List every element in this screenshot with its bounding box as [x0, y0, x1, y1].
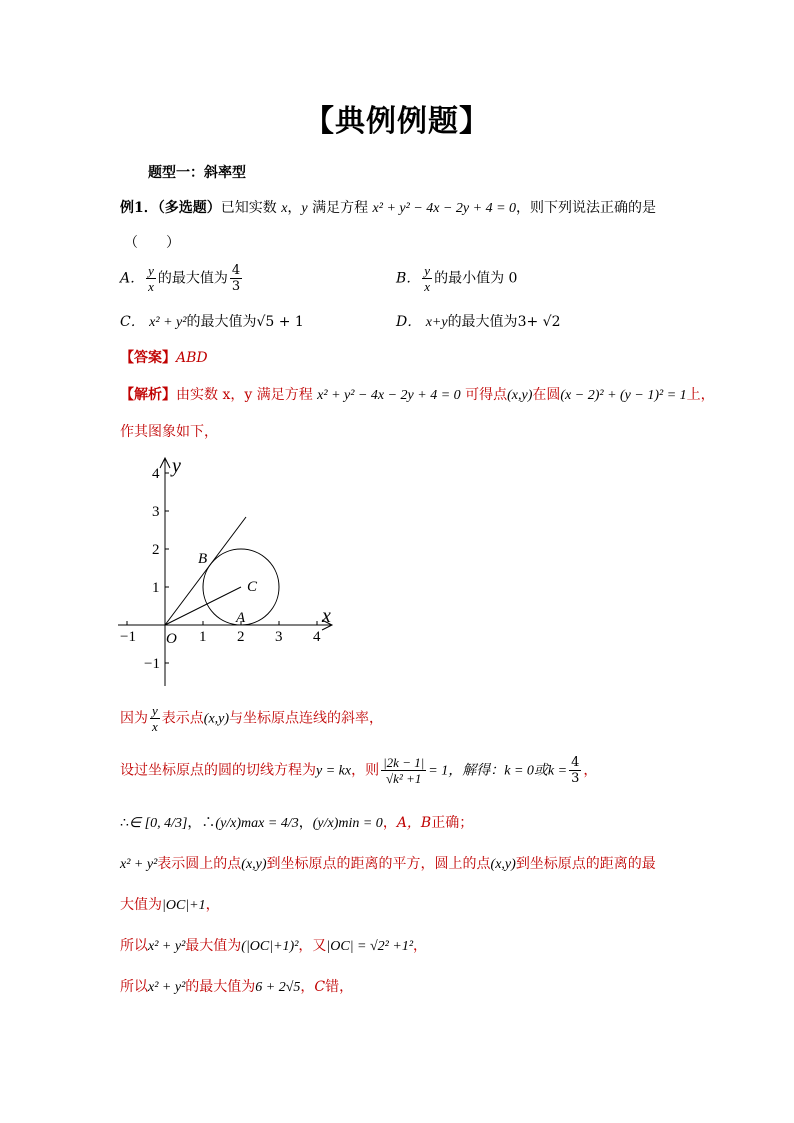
- y-tick-label: 1: [152, 580, 160, 596]
- analysis-line-2: 作其图象如下，: [120, 424, 218, 440]
- sum-squares-expr: x² + y²: [148, 939, 186, 954]
- answer-line: [120, 347, 208, 367]
- option-d-value: 3+ √2: [517, 314, 561, 330]
- circle-equation: (x − 2)² + (y − 1)² = 1: [560, 388, 687, 403]
- point-c-label: C: [247, 579, 258, 595]
- max-value: (y/x)max = 4/3: [215, 816, 299, 831]
- axis-x-label: x: [322, 605, 331, 627]
- body-text: 设过坐标原点的圆的切线方程为: [120, 762, 316, 779]
- frac-num: y: [152, 703, 158, 718]
- frac-num: 4: [571, 755, 580, 770]
- body-line-6: [120, 935, 427, 955]
- origin-label: O: [166, 631, 177, 647]
- sum-squares-expr: x² + y²: [120, 857, 158, 872]
- body-text: 错，: [325, 979, 354, 995]
- example-label: 例1．: [120, 200, 158, 216]
- sum-squares-expr: x² + y²: [148, 980, 186, 995]
- option-a: [120, 264, 244, 293]
- axis-y-label: y: [172, 455, 181, 477]
- x-tick-label: 3: [275, 629, 283, 645]
- point-expr: (x,y): [490, 857, 516, 872]
- body-text: 到坐标原点的距离的平方，圆上的点: [266, 856, 491, 872]
- option-b-num: y: [424, 263, 431, 278]
- analysis-text-d: 上，: [686, 387, 715, 403]
- distance-equation: = 1，解得：: [428, 763, 505, 779]
- analysis-label: 【解析】: [120, 387, 176, 403]
- stem-equation: x² + y² − 4x − 2y + 4 = 0: [372, 201, 517, 216]
- example-tag: （多选题）: [157, 200, 221, 216]
- therefore-symbol: ∴: [120, 815, 129, 831]
- option-b-text: 的最小值为 0: [434, 270, 518, 287]
- body-text: 表示点: [161, 710, 204, 727]
- analysis-text-c: 在圆: [532, 387, 561, 403]
- option-c: [120, 311, 304, 331]
- option-c-ref: C: [314, 979, 326, 995]
- point-expr: (x,y): [203, 711, 230, 727]
- point-b-label: B: [198, 551, 208, 567]
- max-square-expr: (|OC|+1)²: [241, 939, 299, 954]
- body-line-4: [120, 853, 656, 873]
- max-result: 6 + 2√5: [255, 980, 301, 995]
- option-a-num: y: [148, 263, 154, 278]
- body-line-3: ∴∈ [0, 4/3]，∴(y/x)max = 4/3，(y/x)min = 0，A，B正确；: [120, 815, 474, 831]
- body-line-5: [120, 894, 220, 914]
- body-text: 正确；: [431, 815, 474, 831]
- body-line-2: [120, 756, 597, 785]
- y-tick-label: 2: [152, 542, 160, 558]
- body-text: 表示圆上的点: [157, 856, 242, 872]
- option-a-text: 的最大值为: [157, 270, 228, 287]
- option-c-expr: x² + y²: [149, 315, 187, 330]
- max-distance-expr: |OC|+1: [162, 898, 206, 913]
- frac-den: 3: [571, 771, 580, 786]
- frac-num: |2k − 1|: [383, 755, 425, 770]
- var-y: y: [301, 201, 308, 216]
- page-heading: 【典例例题】: [304, 104, 490, 139]
- y-tick-label: 3: [152, 504, 160, 520]
- solution-expr: k = 0或k =: [504, 763, 568, 779]
- body-text: ，: [300, 979, 315, 995]
- option-b-letter: B．: [396, 270, 421, 287]
- option-d-letter: D．: [396, 314, 422, 330]
- oc-length-expr: |OC| = √2² +1²: [326, 939, 414, 954]
- body-line-7: [120, 976, 353, 996]
- frac-den: x: [152, 719, 158, 734]
- body-text: 最大值为: [185, 938, 242, 954]
- option-c-value: √5 + 1: [256, 314, 304, 330]
- frac-den: √k² +1: [386, 771, 422, 786]
- body-text: ，: [413, 938, 428, 954]
- example-stem: [120, 197, 656, 217]
- point-expr: (x,y): [241, 857, 267, 872]
- point-a-label: A: [236, 610, 246, 626]
- question-type-label: 题型一：斜率型: [148, 165, 246, 181]
- option-b-den: x: [424, 279, 431, 294]
- option-a-value-num: 4: [231, 263, 241, 278]
- options-ab: A，B: [396, 815, 432, 831]
- min-value: (y/x)min = 0: [312, 816, 383, 831]
- stem-text-a: 已知实数: [220, 200, 277, 216]
- option-c-letter: C．: [120, 314, 145, 330]
- therefore-symbol: ，∴: [187, 815, 216, 831]
- tangent-line: [165, 517, 246, 625]
- body-text: ，: [583, 762, 598, 779]
- body-line-1: [120, 704, 383, 733]
- x-tick-label: −1: [120, 629, 136, 645]
- body-text: 到坐标原点的距离的最: [515, 856, 656, 872]
- option-b: [396, 264, 517, 293]
- stem-comma: ，: [287, 200, 302, 216]
- stem-text-b: 满足方程: [312, 200, 369, 216]
- x-tick-label: 2: [237, 629, 245, 645]
- circle-graph: [110, 450, 350, 690]
- body-text: 所以: [120, 938, 148, 954]
- option-a-letter: A．: [120, 270, 145, 287]
- stem-text-c: ，则下列说法正确的是: [516, 200, 657, 216]
- analysis-text-a: 由实数 x，y 满足方程: [176, 387, 313, 403]
- body-text: ，则: [351, 762, 380, 779]
- body-text: ，又: [298, 938, 327, 954]
- body-text: 因为: [120, 710, 148, 727]
- body-text: 大值为: [120, 897, 162, 913]
- x-tick-label: 4: [313, 629, 321, 645]
- x-tick-label: 1: [199, 629, 207, 645]
- body-text: ，: [205, 897, 220, 913]
- analysis-line-1: [120, 384, 715, 404]
- option-d: [396, 311, 560, 331]
- y-tick-label: −1: [144, 656, 160, 672]
- answer-label: 【答案】: [120, 350, 176, 366]
- option-d-expr: x+y: [425, 315, 448, 330]
- answer-value: ABD: [176, 350, 208, 366]
- option-a-value-den: 3: [231, 279, 241, 294]
- analysis-point: (x,y): [507, 388, 533, 403]
- answer-parentheses: （ ）: [124, 235, 180, 251]
- body-text: 的最大值为: [185, 979, 256, 995]
- analysis-text-b: 可得点: [465, 387, 508, 403]
- tangent-equation: y = kx: [316, 763, 352, 779]
- body-text: 所以: [120, 979, 148, 995]
- option-d-text: 的最大值为: [447, 314, 518, 330]
- analysis-equation: x² + y² − 4x − 2y + 4 = 0: [317, 388, 461, 403]
- option-a-den: x: [148, 279, 154, 294]
- y-tick-label: 4: [152, 466, 160, 482]
- option-c-text: 的最大值为: [186, 314, 257, 330]
- body-text: 与坐标原点连线的斜率，: [229, 710, 384, 727]
- range-set: ∈ [0, 4/3]: [128, 816, 188, 831]
- var-x: x: [281, 201, 288, 216]
